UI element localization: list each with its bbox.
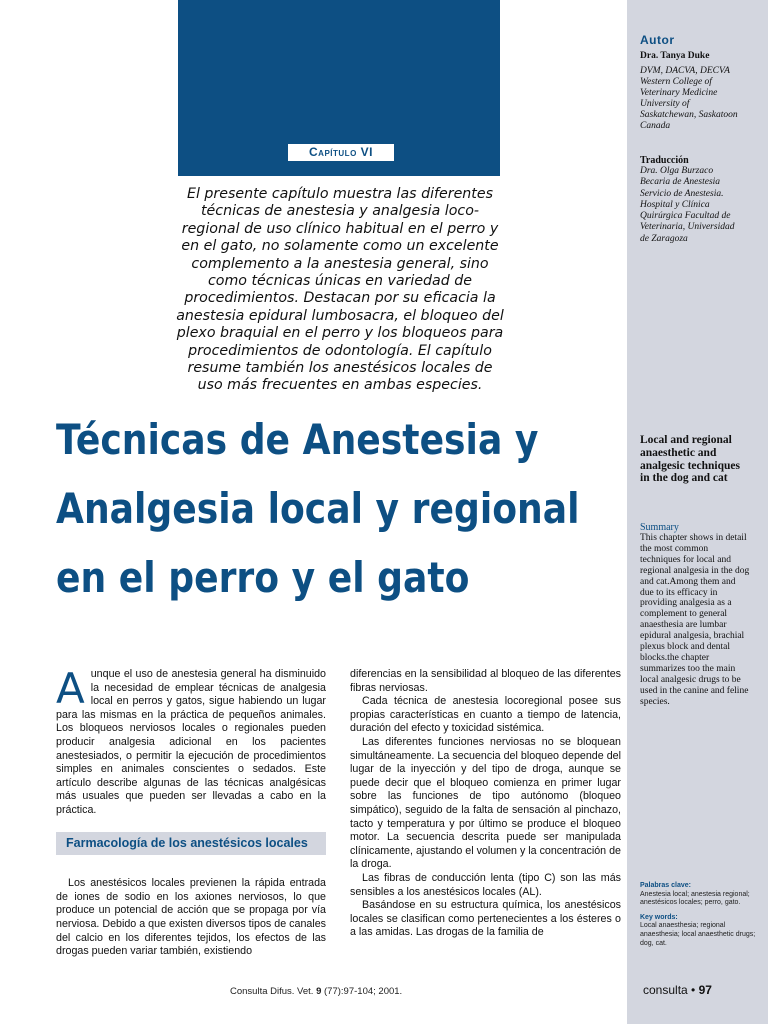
page-label: consulta • <box>643 983 696 997</box>
citation-journal: Consulta Difus. Vet. <box>230 986 314 997</box>
author-heading: Autor <box>640 33 675 47</box>
english-title: Local and regional anaesthetic and analgesic techniques in the dog and cat <box>640 434 740 485</box>
article-title <box>56 405 580 612</box>
title-line-2: Analgesia local y regional <box>56 484 580 533</box>
keywords-es: Anestesia local; anestesia regional; anestésicos locales; perro, gato. <box>640 890 750 907</box>
section-heading: Farmacología de los anestésicos locales <box>56 832 326 856</box>
paragraph-1-text: unque el uso de anestesia general ha disminuido la necesidad de emplear técnicas de analgesia local en perros y gatos, sigue habiendo un lugar para las mismas en la práctica de pequeños animales. Los bloqueos nerviosos locales o regionales pueden producir analgesia adicional en los pacientes anestesiados, o permitir la ejecución de procedimientos simples en animales conscientes o sedados. Este artículo describe algunas de las técnicas analgésicas más usuales que pueden ser llevadas a cabo en la práctica. <box>56 668 326 816</box>
keywords-block <box>640 882 758 948</box>
paragraph-2: Los anestésicos locales previenen la rápida entrada de iones de sodio en los axiones nerviosos, lo que produce un potencial de acción que se propaga por vía nerviosa. Debido a que existen diversos tipos de canales del calcio en los diferentes tejidos, los efectos de las drogas pueden variar también, existiendo <box>56 877 326 958</box>
chapter-label-text: Capítulo VI <box>309 145 373 159</box>
title-line-3: en el perro y el gato <box>56 553 470 602</box>
author-affiliation: DVM, DACVA, DECVA Western College of Veterinary Medicine University of Saskatchewan, Saskatoon Canada <box>640 66 738 131</box>
paragraph-6: Las fibras de conducción lenta (tipo C) son las más sensibles a los anestésicos locales (AL). <box>350 871 621 898</box>
keywords-en-heading: Key words: <box>640 913 678 921</box>
chapter-intro: El presente capítulo muestra las diferentes técnicas de anestesia y analgesia loco-regional de uso clínico habitual en el perro y en el gato, no solamente como un excelente complemento a la anestesia general, sino como técnicas únicas en variedad de procedimientos. Destacan por su eficacia la anestesia epidural lumbosacra, el bloqueo del plexo braquial en el perro y los bloqueos para procedimientos de odontología. El capítulo resume también los anestésicos locales de uso más frecuentes en ambas especies. <box>176 186 504 394</box>
paragraph-1 <box>56 664 326 818</box>
body-column-right <box>350 668 621 940</box>
paragraph-5: Las diferentes funciones nerviosas no se bloquean simultáneamente. La secuencia del bloqueo depende del lugar de la inyección y del tipo de droga, aunque se puede decir que el bloqueo comienza en primer lugar sobre las funciones de tipo autónomo (bloqueo simpático), seguido de la falta de sensación al pinchazo, tacto y temperatura y por último se produce el bloqueo motor. La secuencia descrita puede ser manipulada clínicamente, ajustando el volumen y la concentración de la droga. <box>350 735 621 871</box>
translation-credit: Dra. Olga Burzaco Becaria de Anestesia Servicio de Anestesia. Hospital y Clínica Quirúrgica Facultad de Veterinaria, Universidad de Zaragoza <box>640 166 735 244</box>
title-line-1: Técnicas de Anestesia y <box>56 415 539 464</box>
paragraph-3: diferencias en la sensibilidad al bloqueo de las diferentes fibras nerviosas. <box>350 668 621 694</box>
keywords-en: Local anaesthesia; regional anaesthesia; local anaesthetic drugs; dog, cat. <box>640 922 756 947</box>
citation-issue: (77):97-104; 2001. <box>324 986 403 997</box>
translation-heading: Traducción <box>640 155 689 166</box>
chapter-label <box>288 144 394 161</box>
summary-text: This chapter shows in detail the most common techniques for local and regional analgesia in the dog and cat.Among them and due to its efficacy in providing analgesia as a complement to general anaesthesia are lumbar epidural analgesia, brachial plexus block and dental blocks.the chapter summarizes too the main local analgesic drugs to be used in the canine and feline species. <box>640 533 750 707</box>
body-column-left <box>56 664 326 959</box>
footer-citation <box>230 986 402 997</box>
page-number: 97 <box>698 983 712 997</box>
citation-volume: 9 <box>316 986 322 997</box>
paragraph-7: Basándose en su estructura química, los anestésicos locales se clasifican como pertenecientes a los ésteres o a las amidas. Las drogas de la familia de <box>350 899 621 939</box>
sidebar <box>627 0 768 1024</box>
summary-heading: Summary <box>640 522 679 533</box>
footer-page <box>643 983 712 997</box>
drop-cap: A <box>56 664 85 713</box>
paragraph-4: Cada técnica de anestesia locoregional posee sus propias características en cuanto a tiempo de latencia, duración del efecto y toxicidad sistémica. <box>350 695 621 735</box>
author-name: Dra. Tanya Duke <box>640 51 710 61</box>
keywords-es-heading: Palabras clave: <box>640 882 691 889</box>
